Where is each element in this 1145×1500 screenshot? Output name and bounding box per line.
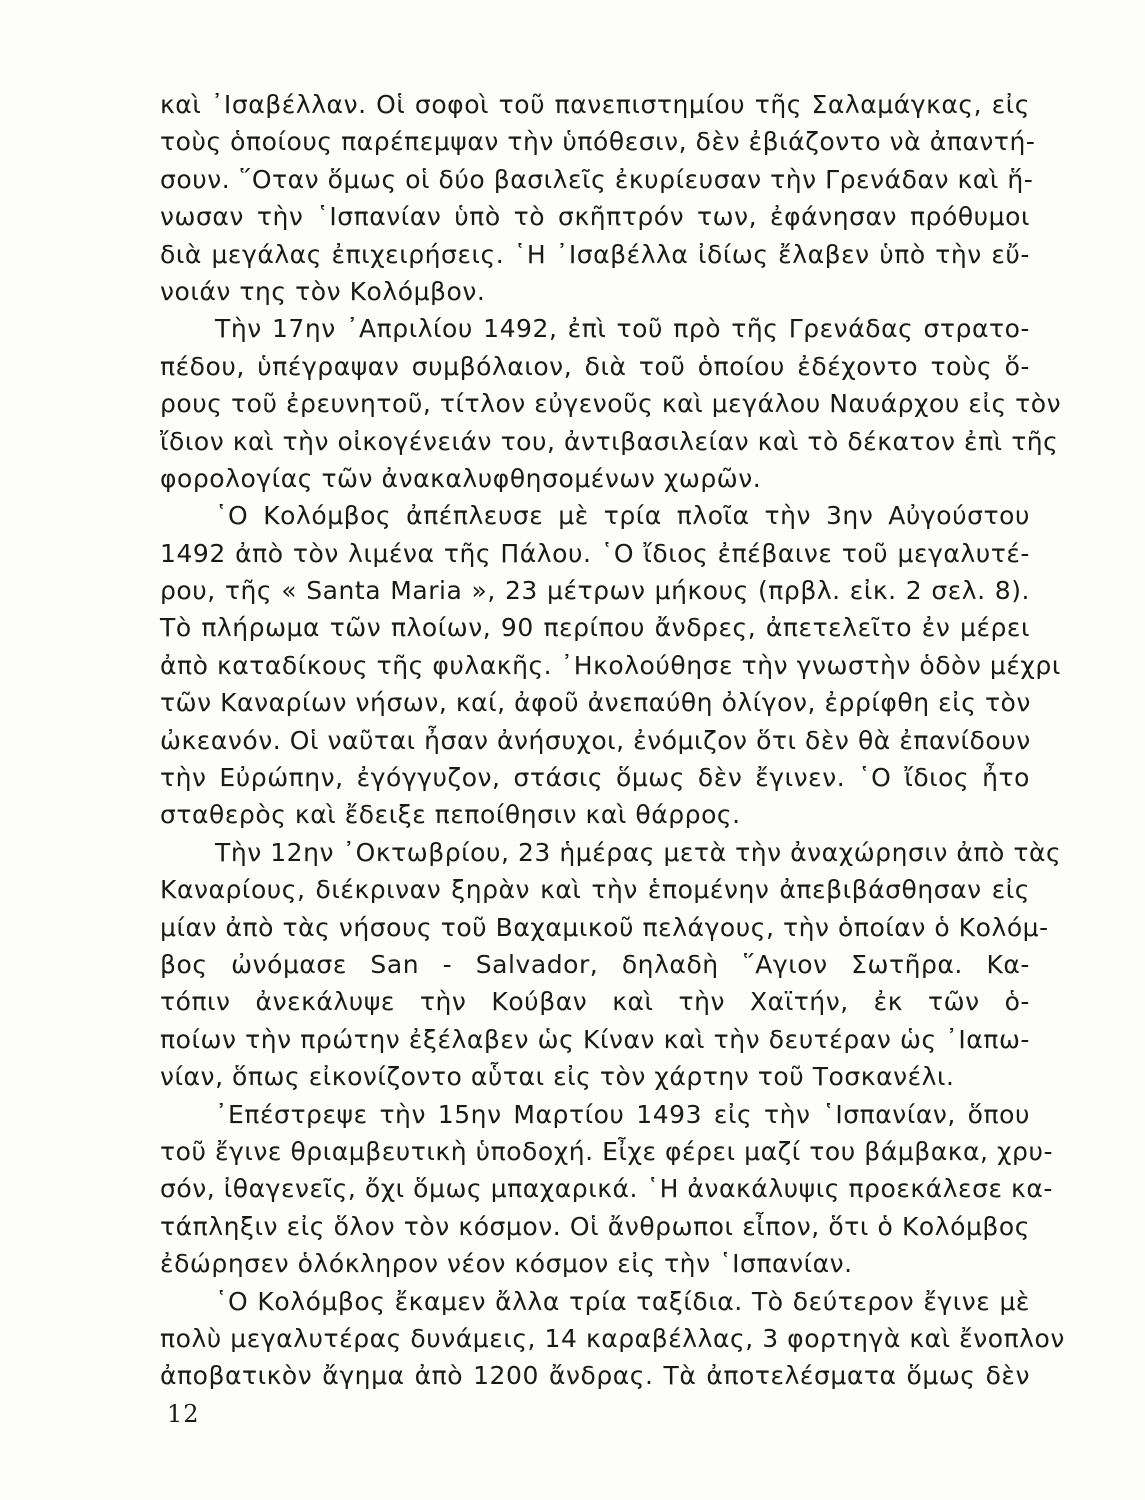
text-line: ὠκεανόν. Οἱ ναῦται ἦσαν ἀνήσυχοι, ἐνόμιζον ὅτι δὲν θὰ ἐπανίδουν: [160, 725, 1031, 755]
text-line: 1492 ἀπὸ τὸν λιμένα τῆς Πάλου. ῾Ο ἴδιος ἐπέβαινε τοῦ μεγαλυτέ-: [160, 538, 1030, 568]
text-line: ποίων τὴν πρώτην ἐξέλαβεν ὡς Κίναν καὶ τὴν δευτέραν ὡς ᾿Ιαπω-: [160, 1024, 1030, 1054]
text-line-paragraph-start: ῾Ο Κολόμβος ἀπέπλευσε μὲ τρία πλοῖα τὴν 3ην Αὐγούστου: [215, 501, 1030, 531]
text-line-paragraph-start: ᾿Επέστρεψε τὴν 15ην Μαρτίου 1493 εἰς τὴν ῾Ισπανίαν, ὅπου: [215, 1099, 1030, 1129]
text-line: σόν, ἰθαγενεῖς, ὄχι ὅμως μπαχαρικά. ῾Η ἀνακάλυψις προεκάλεσε κα-: [160, 1174, 1053, 1204]
text-line: ἴδιον καὶ τὴν οἰκογένειάν του, ἀντιβασιλείαν καὶ τὸ δέκατον ἐπὶ τῆς: [160, 426, 1059, 456]
text-line: μίαν ἀπὸ τὰς νήσους τοῦ Βαχαμικοῦ πελάγους, τὴν ὁποίαν ὁ Κολόμ-: [160, 912, 1049, 942]
text-line-paragraph-end: ἐδώρησεν ὁλόκληρον νέον κόσμον εἰς τὴν ῾Ισπανίαν.: [160, 1249, 853, 1279]
text-line: πέδου, ὑπέγραψαν συμβόλαιον, διὰ τοῦ ὁποίου ἐδέχοντο τοὺς ὅ-: [160, 351, 1030, 381]
text-line-paragraph-end: σταθερὸς καὶ ἔδειξε πεποίθησιν καὶ θάρρος.: [160, 800, 741, 830]
body-text: [160, 86, 1065, 1395]
text-line: ρους τοῦ ἐρευνητοῦ, τίτλον εὐγενοῦς καὶ μεγάλου Ναυάρχου εἰς τὸν: [160, 389, 1062, 419]
text-line-paragraph-start: ῾Ο Κολόμβος ἔκαμεν ἄλλα τρία ταξίδια. Τὸ δεύτερον ἔγινε μὲ: [215, 1286, 1030, 1316]
text-line-paragraph-end: νοιάν της τὸν Κολόμβον.: [160, 276, 486, 306]
page-number: 12: [167, 1400, 200, 1428]
text-line: τῶν Καναρίων νήσων, καί, ἀφοῦ ἀνεπαύθη ὀλίγον, ἐρρίφθη εἰς τὸν: [160, 688, 1031, 718]
text-line: τοῦ ἔγινε θριαμβευτικὴ ὑποδοχή. Εἶχε φέρει μαζί του βάμβακα, χρυ-: [160, 1136, 1054, 1166]
text-line: βος ὠνόμασε San - Salvador, δηλαδὴ ῞Αγιον Σωτῆρα. Κα-: [160, 949, 1030, 979]
text-line: τάπληξιν εἰς ὅλον τὸν κόσμον. Οἱ ἄνθρωποι εἶπον, ὅτι ὁ Κολόμβος: [160, 1211, 1030, 1241]
text-line: ἀποβατικὸν ἄγημα ἀπὸ 1200 ἄνδρας. Τὰ ἀποτελέσματα ὅμως δὲν: [160, 1361, 1030, 1391]
text-line: Καναρίους, διέκριναν ξηρὰν καὶ τὴν ἑπομένην ἀπεβιβάσθησαν εἰς: [160, 875, 1030, 905]
text-line: Τὸ πλήρωμα τῶν πλοίων, 90 περίπου ἄνδρες, ἀπετελεῖτο ἐν μέρει: [160, 613, 1030, 643]
text-line-paragraph-end: φορολογίας τῶν ἀνακαλυφθησομένων χωρῶν.: [160, 463, 762, 493]
text-line-paragraph-start: Τὴν 17ην ᾿Απριλίου 1492, ἐπὶ τοῦ πρὸ τῆς Γρενάδας στρατο-: [215, 314, 1030, 344]
text-line: τόπιν ἀνεκάλυψε τὴν Κούβαν καὶ τὴν Χαϊτήν, ἐκ τῶν ὁ-: [160, 987, 1030, 1017]
text-line: ρου, τῆς « Santa Maria », 23 μέτρων μήκους (πρβλ. εἰκ. 2 σελ. 8).: [160, 576, 1030, 606]
text-line: ἀπὸ καταδίκους τῆς φυλακῆς. ᾿Ηκολούθησε τὴν γνωστὴν ὁδὸν μέχρι: [160, 650, 1061, 680]
text-line: πολὺ μεγαλυτέρας δυνάμεις, 14 καραβέλλας, 3 φορτηγὰ καὶ ἔνοπλον: [160, 1323, 1065, 1353]
text-line: τοὺς ὁποίους παρέπεμψαν τὴν ὑπόθεσιν, δὲν ἐβιάζοντο νὰ ἀπαντή-: [160, 127, 1036, 157]
text-line: σουν. ῞Οταν ὅμως οἱ δύο βασιλεῖς ἐκυρίευσαν τὴν Γρενάδαν καὶ ἥ-: [160, 164, 1034, 194]
text-line-paragraph-start: Τὴν 12ην ᾿Οκτωβρίου, 23 ἡμέρας μετὰ τὴν ἀναχώρησιν ἀπὸ τὰς: [215, 837, 1062, 867]
text-line: νωσαν τὴν ῾Ισπανίαν ὑπὸ τὸ σκῆπτρόν των, ἐφάνησαν πρόθυμοι: [160, 202, 1030, 232]
text-line: διὰ μεγάλας ἐπιχειρήσεις. ῾Η ᾿Ισαβέλλα ἰδίως ἔλαβεν ὑπὸ τὴν εὔ-: [160, 239, 1030, 269]
text-line: καὶ ᾿Ισαβέλλαν. Οἱ σοφοὶ τοῦ πανεπιστημίου τῆς Σαλαμάγκας, εἰς: [160, 90, 1030, 119]
text-line: τὴν Εὐρώπην, ἐγόγγυζον, στάσις ὅμως δὲν ἔγινεν. ῾Ο ἴδιος ἦτο: [160, 763, 1030, 793]
text-line-paragraph-end: νίαν, ὅπως εἰκονίζοντο αὗται εἰς τὸν χάρτην τοῦ Τοσκανέλι.: [160, 1062, 955, 1092]
